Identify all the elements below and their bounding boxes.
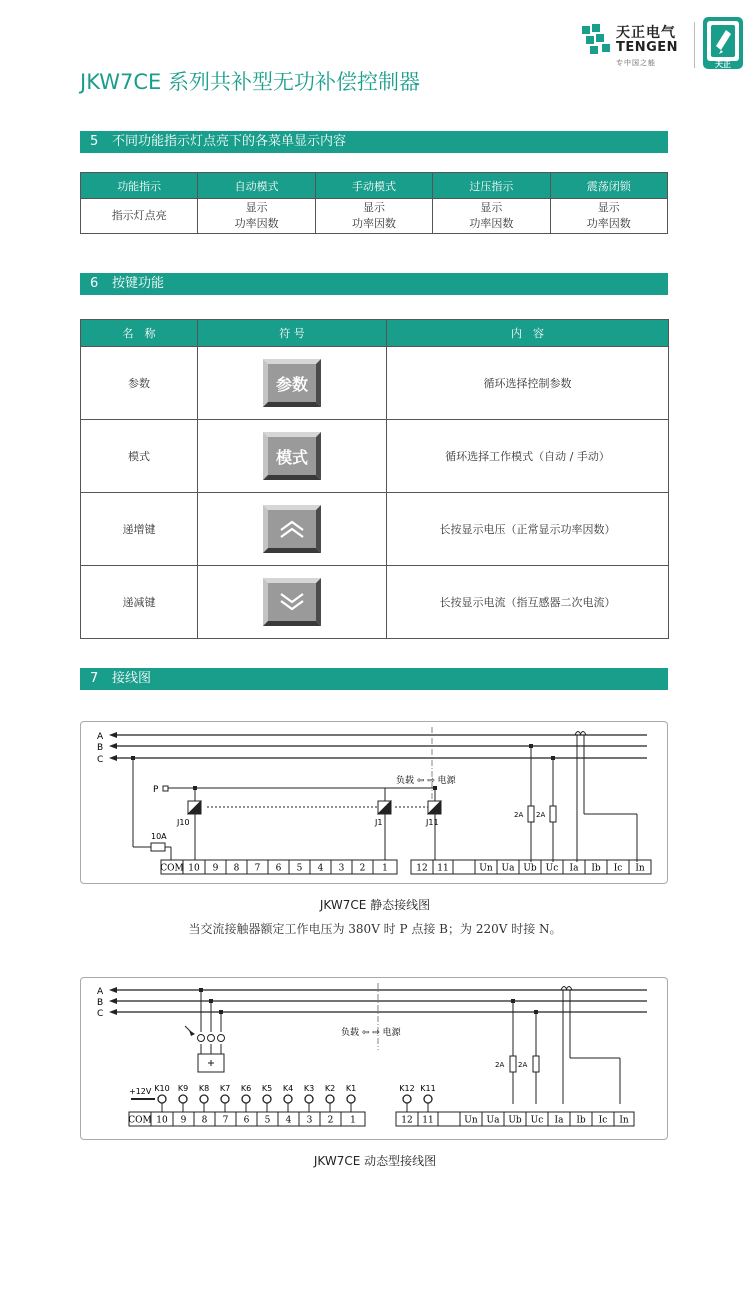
phase-label: C: [97, 755, 104, 765]
terminal-label: 2: [359, 863, 366, 874]
cell-line: 功率因数: [234, 217, 279, 230]
terminal-label: 10: [188, 863, 200, 874]
static-wiring-svg: [81, 722, 667, 883]
down-key: [263, 578, 321, 626]
dynamic-diagram-caption: JKW7CE 动态型接线图: [313, 1154, 437, 1168]
k-pin: [242, 1095, 250, 1103]
section-5-header: [80, 131, 668, 153]
key-desc: 长按显示电压（正常显示功率因数）: [387, 493, 669, 566]
terminal-label: 4: [317, 863, 324, 874]
chevron-up-double-icon: [277, 518, 307, 540]
terminal-label: 2: [327, 1115, 334, 1126]
dynamic-wiring-svg: [81, 978, 667, 1139]
wiring-note: 当交流接触器额定工作电压为 380V 时 P 点接 B；为 220V 时接 N。: [188, 922, 562, 936]
cell-line: 显示: [245, 201, 268, 214]
k-label: K2: [324, 1084, 336, 1093]
terminal-label: COM: [160, 863, 184, 874]
relay-label: J10: [177, 818, 190, 827]
cell-line: 显示: [480, 201, 503, 214]
terminal-label: 7: [222, 1115, 229, 1126]
p-label: P: [153, 785, 159, 795]
k-pin: [403, 1095, 411, 1103]
table-header: 震荡闭锁: [550, 173, 667, 199]
table-header: 内 容: [387, 320, 669, 347]
table-header: 手动模式: [315, 173, 432, 199]
cell-line: 功率因数: [586, 217, 631, 230]
table-header: 过压指示: [433, 173, 550, 199]
k-pin: [179, 1095, 187, 1103]
terminal-strip-right: [411, 860, 651, 874]
tengen-mark-icon: [582, 24, 612, 54]
key-name: 参数: [81, 347, 198, 420]
key-label: 模式: [268, 437, 316, 475]
k-label: K1: [345, 1084, 357, 1093]
key-name: 模式: [81, 420, 198, 493]
supply-label: +12V: [129, 1087, 152, 1096]
ct-fuse-label: 2A: [536, 811, 546, 819]
terminal-label: 11: [437, 863, 449, 874]
section-title: 按键功能: [112, 276, 165, 291]
chevron-down-double-icon: [277, 591, 307, 613]
section-number: 7: [90, 671, 99, 686]
section-number: 5: [90, 134, 99, 149]
relay-label: J11: [426, 818, 439, 827]
cell-line: 功率因数: [469, 217, 514, 230]
key-desc: 循环选择工作模式（自动 / 手动）: [387, 420, 669, 493]
row-label: 指示灯点亮: [81, 199, 198, 234]
terminal-label: 11: [422, 1115, 434, 1126]
k-label: K8: [198, 1084, 210, 1093]
table-cell: [550, 199, 667, 234]
ct-fuse-label: 2A: [514, 811, 524, 819]
table-row: [81, 199, 668, 234]
table-cell: [198, 199, 315, 234]
terminal-label: COM: [128, 1115, 152, 1126]
k-pin: [263, 1095, 271, 1103]
terminal-label: 9: [180, 1115, 187, 1126]
terminal-label: Ic: [598, 1115, 608, 1126]
cell-line: 显示: [597, 201, 620, 214]
k-pin: [347, 1095, 355, 1103]
cell-line: 功率因数: [351, 217, 396, 230]
k-label: K11: [420, 1084, 436, 1093]
key-symbol: [198, 347, 387, 420]
terminal-label: Ua: [501, 863, 515, 874]
terminal-strip-left: [128, 1112, 365, 1126]
table-header: 符 号: [198, 320, 387, 347]
key-symbol: [198, 493, 387, 566]
mode-key: [263, 432, 321, 480]
section-number: 6: [90, 276, 99, 291]
k-pin: [326, 1095, 334, 1103]
phase-label: A: [97, 987, 104, 997]
fuse-label: 10A: [151, 832, 167, 841]
key-symbol: [198, 420, 387, 493]
terminal-label: 8: [233, 863, 240, 874]
k-label: K12: [399, 1084, 415, 1093]
phase-label: B: [97, 743, 104, 753]
brand-name-cn: 天正电气: [616, 25, 676, 41]
k-label: K9: [177, 1084, 189, 1093]
terminal-label: 8: [201, 1115, 208, 1126]
indicator-display-table: [80, 172, 668, 234]
terminal-label: Ia: [569, 863, 579, 874]
terminal-label: 3: [338, 863, 345, 874]
table-header: 功能指示: [81, 173, 198, 199]
terminal-label: Ib: [576, 1115, 586, 1126]
terminal-label: Un: [464, 1115, 478, 1126]
k-pin: [158, 1095, 166, 1103]
terminal-label: 10: [156, 1115, 168, 1126]
phase-label: A: [97, 732, 104, 742]
k-label: K6: [240, 1084, 252, 1093]
ct-fuse-label: 2A: [518, 1061, 528, 1069]
table-header: 自动模式: [198, 173, 315, 199]
load-source-label: 负载 ⇦ ⇨ 电源: [341, 1028, 401, 1038]
terminal-label: Ua: [486, 1115, 500, 1126]
terminal-label: Ub: [508, 1115, 522, 1126]
k-label: K3: [303, 1084, 315, 1093]
key-name: 递减键: [81, 566, 198, 639]
section-7-header: [80, 668, 668, 690]
badge-text: 天正: [715, 60, 731, 69]
k-pin: [200, 1095, 208, 1103]
terminal-label: 7: [254, 863, 261, 874]
key-desc: 长按显示电流（指互感器二次电流）: [387, 566, 669, 639]
terminal-label: 3: [306, 1115, 313, 1126]
table-header: 名 称: [81, 320, 198, 347]
k-pin: [284, 1095, 292, 1103]
up-key: [263, 505, 321, 553]
terminal-label: In: [619, 1115, 629, 1126]
table-cell: [315, 199, 432, 234]
terminal-label: Ia: [554, 1115, 564, 1126]
table-row: [81, 420, 669, 493]
brand-slogan: 专中国之能: [616, 59, 656, 67]
table-row: [81, 493, 669, 566]
terminal-label: Un: [479, 863, 493, 874]
k-label: K4: [282, 1084, 294, 1093]
key-function-table: [80, 319, 669, 639]
terminal-label: Uc: [530, 1115, 544, 1126]
table-row: [81, 566, 669, 639]
terminal-label: 9: [212, 863, 219, 874]
key-name: 递增键: [81, 493, 198, 566]
terminal-label: 4: [285, 1115, 292, 1126]
terminal-label: Uc: [545, 863, 559, 874]
terminal-label: 5: [264, 1115, 271, 1126]
phase-label: C: [97, 1009, 104, 1019]
terminal-label: In: [635, 863, 645, 874]
terminal-label: 1: [382, 863, 388, 874]
static-wiring-diagram: [80, 721, 668, 884]
terminal-label: 12: [401, 1115, 413, 1126]
k-label: K10: [154, 1084, 170, 1093]
terminal-label: 1: [350, 1115, 356, 1126]
static-diagram-caption: JKW7CE 静态接线图: [319, 898, 431, 912]
k-label: K5: [261, 1084, 273, 1093]
k-label: K7: [219, 1084, 231, 1093]
table-row: [81, 347, 669, 420]
key-desc: 循环选择控制参数: [387, 347, 669, 420]
table-header-row: [81, 320, 669, 347]
relay-label: J1: [375, 818, 383, 827]
terminal-label: Ub: [523, 863, 537, 874]
section-6-header: [80, 273, 668, 295]
terminal-label: Ib: [591, 863, 601, 874]
k-pin: [424, 1095, 432, 1103]
terminal-strip-right: [396, 1112, 634, 1126]
load-source-label: 负载 ⇦ ⇨ 电源: [396, 776, 456, 786]
cell-line: 显示: [362, 201, 385, 214]
brand-name-en: TENGEN: [616, 40, 679, 55]
key-symbol: [198, 566, 387, 639]
table-cell: [433, 199, 550, 234]
table-header-row: [81, 173, 668, 199]
key-label: 参数: [268, 364, 316, 402]
page-title: JKW7CE 系列共补型无功补偿控制器: [80, 70, 420, 94]
terminal-label: 12: [416, 863, 428, 874]
terminal-strip-left: [160, 860, 397, 874]
ct-fuse-label: 2A: [495, 1061, 505, 1069]
terminal-label: 5: [296, 863, 303, 874]
terminal-label: 6: [275, 863, 282, 874]
phase-label: B: [97, 998, 104, 1008]
tengen-badge: [702, 16, 744, 70]
terminal-label: 6: [243, 1115, 250, 1126]
tengen-logo: [582, 20, 686, 72]
param-key: [263, 359, 321, 407]
k-pin: [305, 1095, 313, 1103]
dynamic-wiring-diagram: [80, 977, 668, 1140]
terminal-label: Ic: [613, 863, 623, 874]
header-divider: [694, 22, 695, 68]
section-title: 接线图: [112, 671, 152, 686]
k-pin: [221, 1095, 229, 1103]
section-title: 不同功能指示灯点亮下的各菜单显示内容: [112, 134, 347, 149]
